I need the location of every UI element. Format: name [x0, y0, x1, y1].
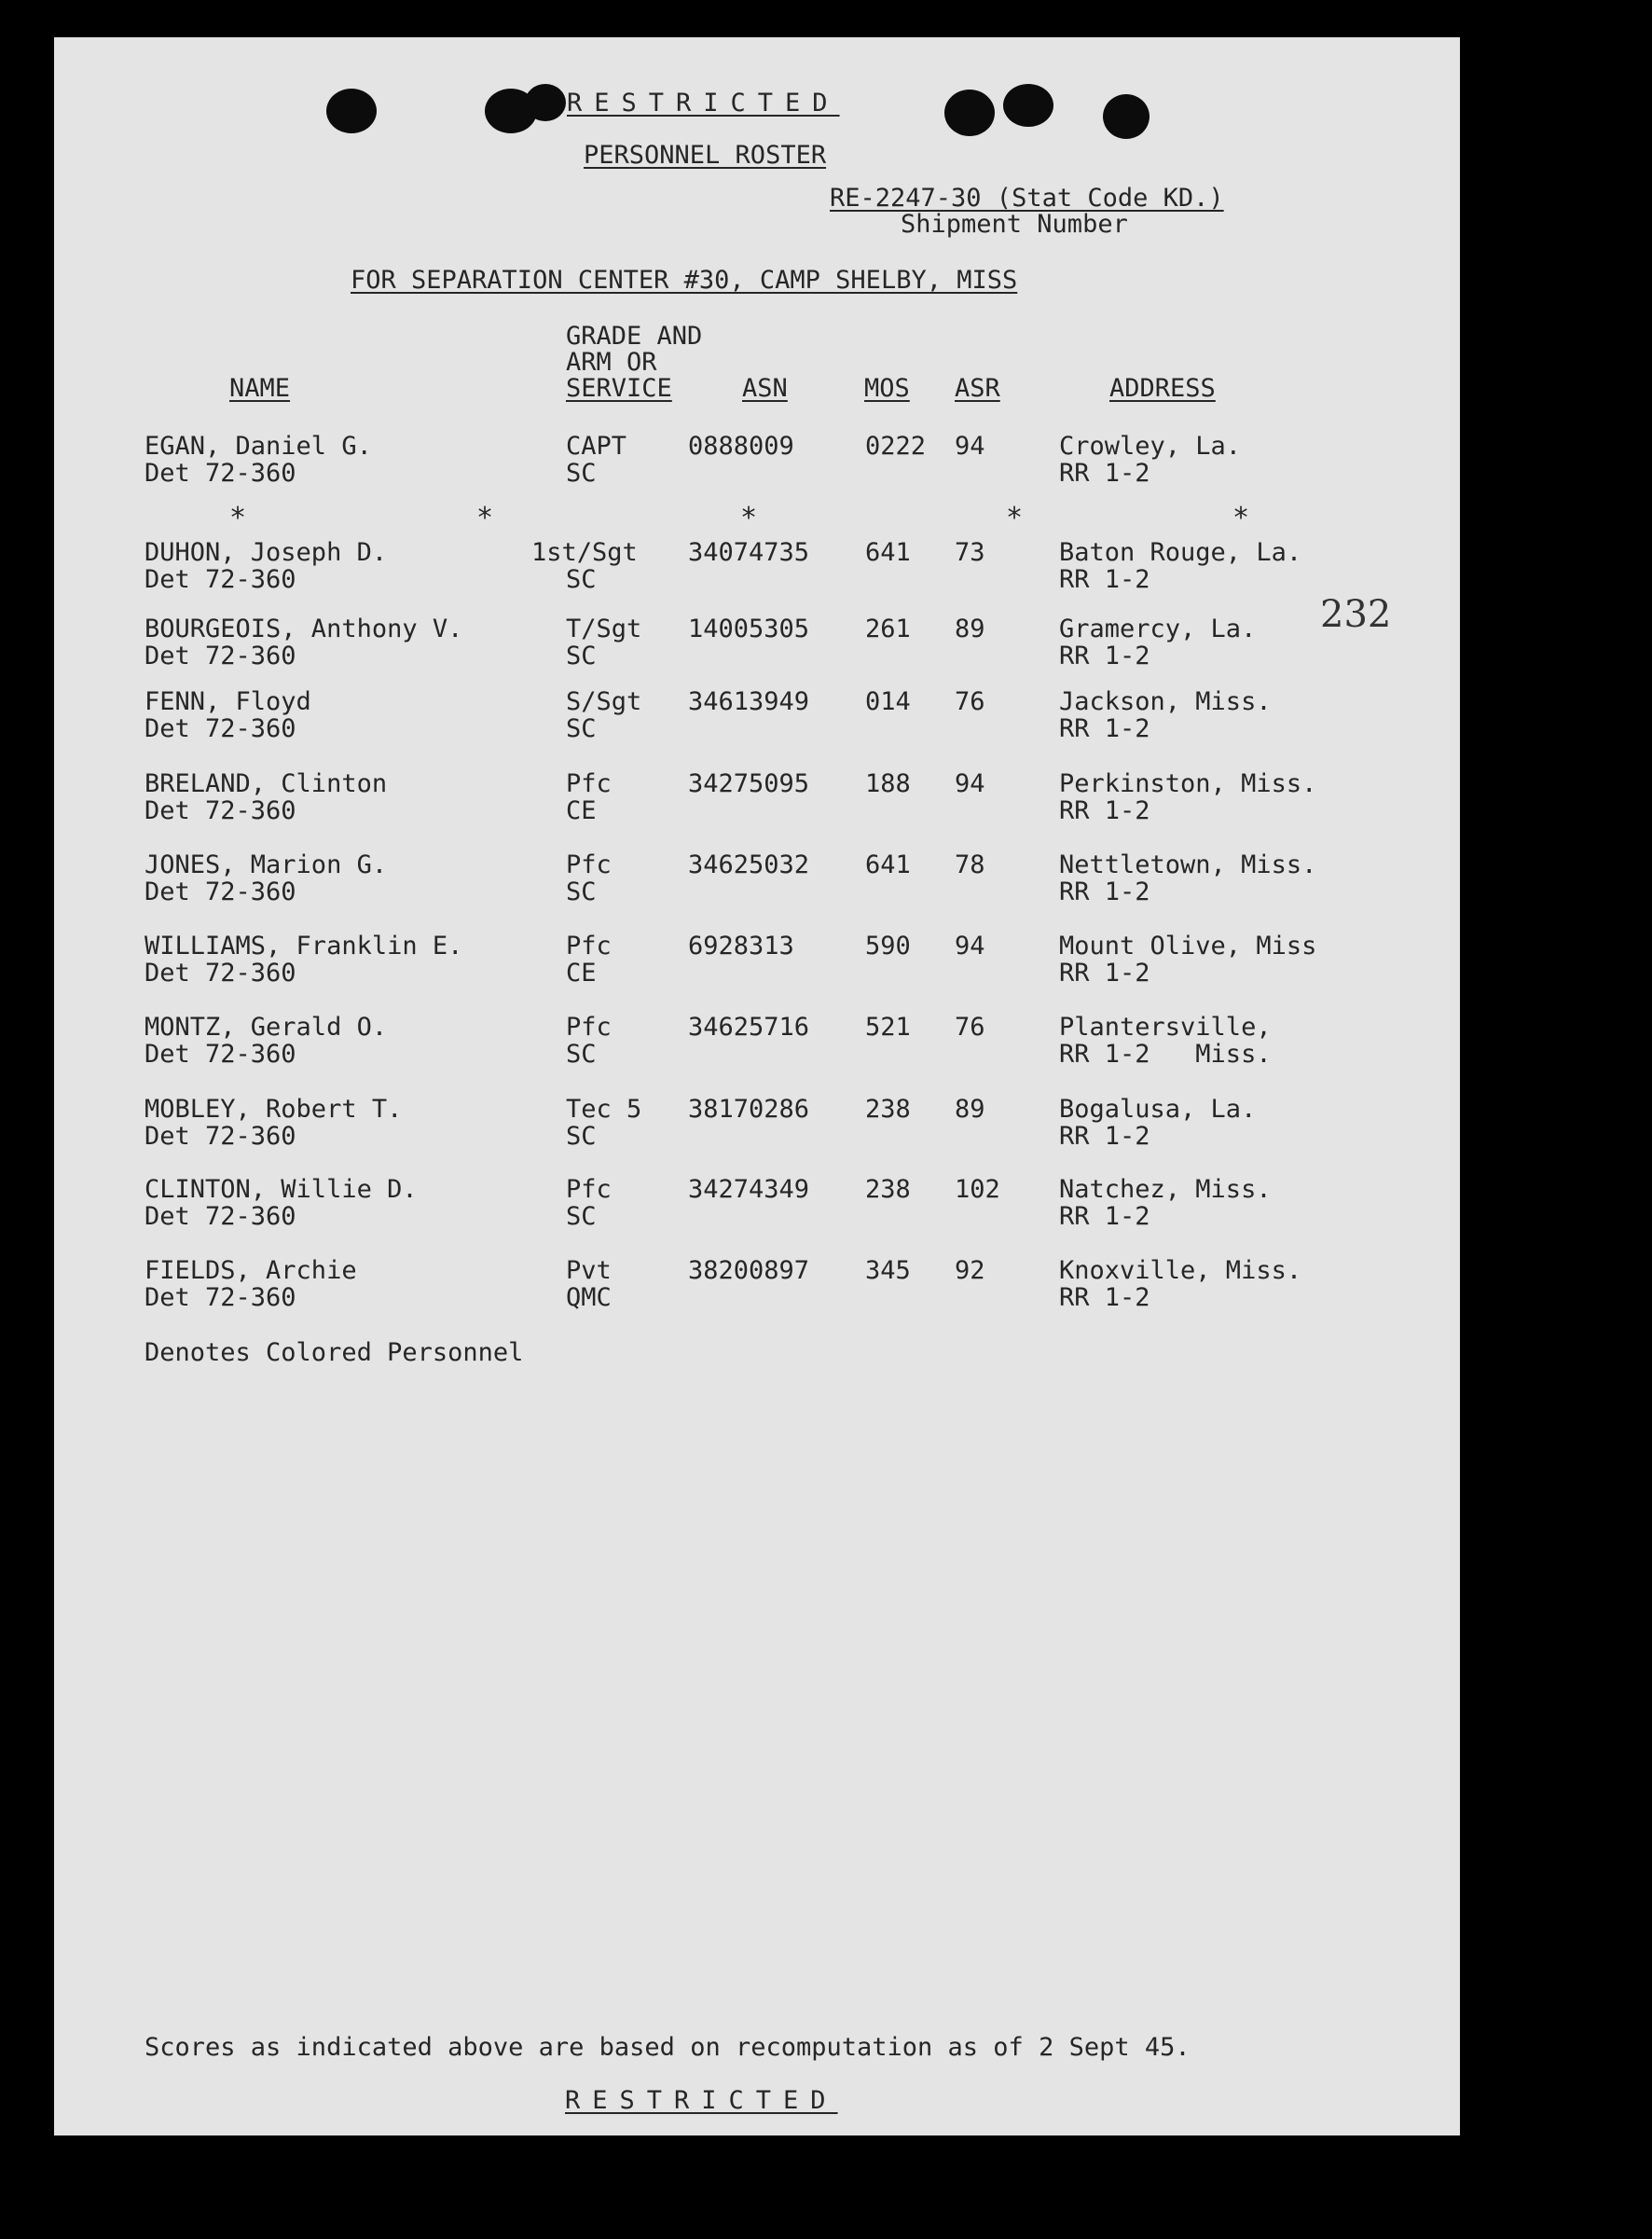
roster-service: CE — [566, 796, 597, 825]
roster-service: SC — [566, 1040, 597, 1069]
roster-unit: Det 72-360 — [145, 714, 296, 743]
roster-address-line2: RR 1-2 — [1059, 714, 1150, 743]
roster-mos: 0222 — [865, 432, 927, 461]
roster-asr: 76 — [955, 687, 985, 716]
roster-grade: Pfc — [566, 1013, 612, 1042]
roster-address-line1: Natchez, Miss. — [1059, 1175, 1272, 1204]
col-asn: ASN — [742, 374, 788, 403]
roster-name: JONES, Marion G. — [145, 850, 388, 879]
roster-address-line1: Knoxville, Miss. — [1059, 1256, 1302, 1285]
roster-unit: Det 72-360 — [145, 642, 296, 670]
roster-asn: 34275095 — [688, 769, 810, 798]
roster-address-line2: RR 1-2 Miss. — [1059, 1040, 1272, 1069]
roster-address-line2: RR 1-2 — [1059, 878, 1150, 906]
roster-address-line1: Mount Olive, Miss — [1059, 932, 1317, 961]
roster-asr: 78 — [955, 850, 985, 879]
roster-address-line1: Perkinston, Miss. — [1059, 769, 1317, 798]
roster-name: EGAN, Daniel G. — [145, 432, 372, 461]
roster-mos: 188 — [865, 769, 911, 798]
roster-asn: 34613949 — [688, 687, 810, 716]
col-address: ADDRESS — [1109, 374, 1216, 403]
punch-hole — [1003, 84, 1053, 127]
roster-asr: 89 — [955, 615, 985, 643]
roster-unit: Det 72-360 — [145, 959, 296, 988]
roster-grade: Tec 5 — [566, 1095, 642, 1124]
roster-address-line2: RR 1-2 — [1059, 1202, 1150, 1231]
roster-mos: 641 — [865, 850, 911, 879]
roster-mos: 345 — [865, 1256, 911, 1285]
col-grade-line1: GRADE AND — [566, 322, 703, 351]
roster-address-line2: RR 1-2 — [1059, 959, 1150, 988]
shipment-reference: RE-2247-30 (Stat Code KD.) — [830, 184, 1224, 213]
roster-address-line2: RR 1-2 — [1059, 1283, 1150, 1312]
destination: FOR SEPARATION CENTER #30, CAMP SHELBY, MISS — [351, 266, 1018, 295]
roster-asn: 14005305 — [688, 615, 810, 643]
roster-address-line2: RR 1-2 — [1059, 796, 1150, 825]
col-asr: ASR — [955, 374, 1000, 403]
roster-name: CLINTON, Willie D. — [145, 1175, 418, 1204]
roster-mos: 261 — [865, 615, 911, 643]
roster-mos: 238 — [865, 1175, 911, 1204]
roster-grade: Pfc — [566, 850, 612, 879]
roster-grade: S/Sgt — [566, 687, 642, 716]
roster-address-line2: RR 1-2 — [1059, 565, 1150, 594]
document-title: PERSONNEL ROSTER — [584, 141, 827, 170]
roster-name: BOURGEOIS, Anthony V. — [145, 615, 463, 643]
star-mark: * — [1006, 502, 1024, 534]
roster-grade: Pfc — [566, 1175, 612, 1204]
col-grade-line2: ARM OR — [566, 348, 657, 377]
roster-asr: 76 — [955, 1013, 985, 1042]
roster-asr: 94 — [955, 432, 985, 461]
roster-service: QMC — [566, 1283, 612, 1312]
classification-top: RESTRICTED — [567, 89, 840, 117]
page-number: 232 — [1320, 593, 1392, 636]
roster-mos: 014 — [865, 687, 911, 716]
roster-service: SC — [566, 459, 597, 488]
roster-address-line1: Jackson, Miss. — [1059, 687, 1272, 716]
roster-name: FENN, Floyd — [145, 687, 311, 716]
roster-service: SC — [566, 1202, 597, 1231]
star-mark: * — [229, 502, 247, 534]
roster-asn: 38170286 — [688, 1095, 810, 1124]
roster-grade: Pfc — [566, 932, 612, 961]
roster-name: BRELAND, Clinton — [145, 769, 388, 798]
punch-hole — [1103, 94, 1150, 139]
roster-asn: 34625032 — [688, 850, 810, 879]
roster-service: CE — [566, 959, 597, 988]
roster-address-line1: Gramercy, La. — [1059, 615, 1257, 643]
roster-service: SC — [566, 565, 597, 594]
roster-name: MONTZ, Gerald O. — [145, 1013, 388, 1042]
roster-asr: 102 — [955, 1175, 1000, 1204]
star-mark: * — [1232, 502, 1250, 534]
roster-grade: Pvt — [566, 1256, 612, 1285]
roster-unit: Det 72-360 — [145, 1283, 296, 1312]
roster-name: DUHON, Joseph D. — [145, 538, 388, 567]
punch-hole — [525, 84, 566, 121]
roster-asn: 38200897 — [688, 1256, 810, 1285]
roster-grade: CAPT — [566, 432, 627, 461]
scores-note: Scores as indicated above are based on recomputation as of 2 Sept 45. — [145, 2033, 1191, 2062]
punch-hole — [326, 89, 377, 133]
star-mark: * — [476, 502, 494, 534]
roster-unit: Det 72-360 — [145, 565, 296, 594]
roster-mos: 521 — [865, 1013, 911, 1042]
roster-grade: T/Sgt — [566, 615, 642, 643]
roster-mos: 238 — [865, 1095, 911, 1124]
roster-address-line2: RR 1-2 — [1059, 642, 1150, 670]
roster-grade: 1st/Sgt — [531, 538, 638, 567]
roster-address-line1: Plantersville, — [1059, 1013, 1272, 1042]
roster-unit: Det 72-360 — [145, 796, 296, 825]
roster-name: FIELDS, Archie — [145, 1256, 357, 1285]
roster-address-line1: Baton Rouge, La. — [1059, 538, 1302, 567]
roster-name: MOBLEY, Robert T. — [145, 1095, 403, 1124]
roster-address-line2: RR 1-2 — [1059, 459, 1150, 488]
roster-unit: Det 72-360 — [145, 1122, 296, 1151]
punch-hole — [944, 90, 995, 136]
roster-asn: 34074735 — [688, 538, 810, 567]
classification-bottom: RESTRICTED — [565, 2086, 838, 2115]
roster-address-line1: Nettletown, Miss. — [1059, 850, 1317, 879]
star-mark: * — [740, 502, 758, 534]
roster-mos: 590 — [865, 932, 911, 961]
roster-unit: Det 72-360 — [145, 1040, 296, 1069]
roster-asr: 89 — [955, 1095, 985, 1124]
roster-unit: Det 72-360 — [145, 878, 296, 906]
roster-address-line1: Crowley, La. — [1059, 432, 1242, 461]
roster-asr: 94 — [955, 769, 985, 798]
roster-grade: Pfc — [566, 769, 612, 798]
roster-name: WILLIAMS, Franklin E. — [145, 932, 463, 961]
footnote: Denotes Colored Personnel — [145, 1338, 524, 1367]
roster-service: SC — [566, 714, 597, 743]
roster-asr: 92 — [955, 1256, 985, 1285]
roster-asr: 73 — [955, 538, 985, 567]
roster-asn: 34625716 — [688, 1013, 810, 1042]
roster-service: SC — [566, 642, 597, 670]
roster-service: SC — [566, 1122, 597, 1151]
roster-asn: 0888009 — [688, 432, 794, 461]
col-mos: MOS — [864, 374, 910, 403]
col-name: NAME — [229, 374, 291, 403]
roster-asr: 94 — [955, 932, 985, 961]
roster-address-line2: RR 1-2 — [1059, 1122, 1150, 1151]
col-grade-line3: SERVICE — [566, 374, 672, 403]
roster-address-line1: Bogalusa, La. — [1059, 1095, 1257, 1124]
roster-unit: Det 72-360 — [145, 459, 296, 488]
roster-mos: 641 — [865, 538, 911, 567]
roster-page — [54, 37, 1460, 2135]
roster-asn: 6928313 — [688, 932, 794, 961]
shipment-label: Shipment Number — [901, 210, 1128, 239]
roster-asn: 34274349 — [688, 1175, 810, 1204]
roster-unit: Det 72-360 — [145, 1202, 296, 1231]
roster-service: SC — [566, 878, 597, 906]
